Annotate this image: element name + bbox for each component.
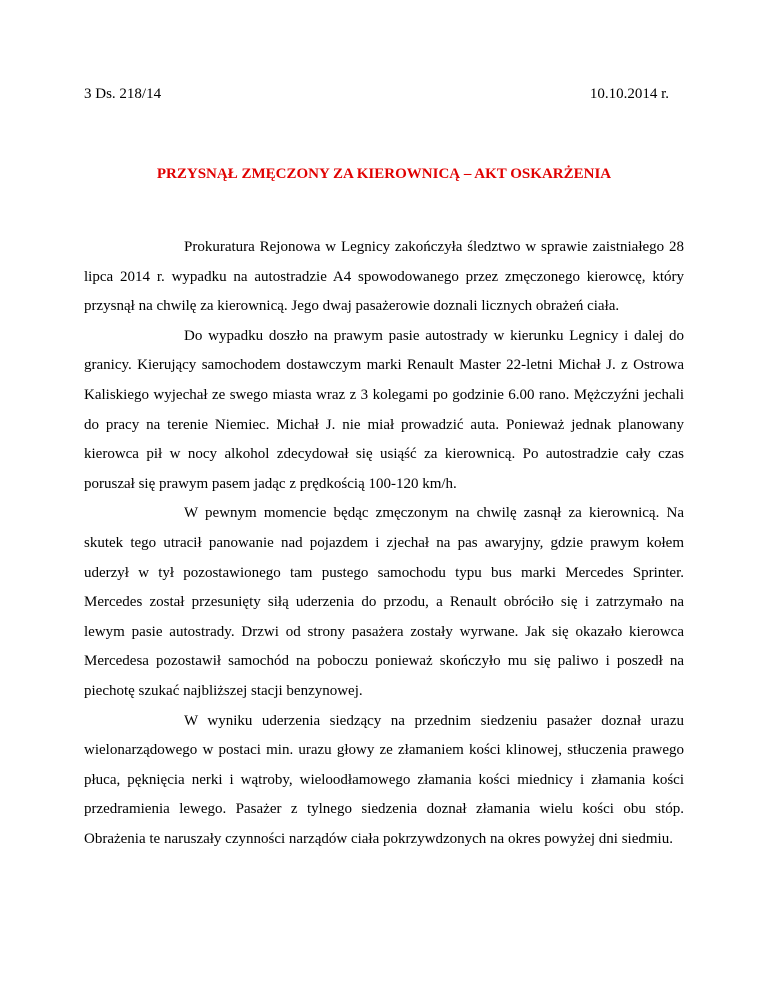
case-number: 3 Ds. 218/14 — [84, 86, 162, 102]
paragraph-3: W pewnym momencie będąc zmęczonym na chwilę zasnął za kierownicą. Na skutek tego utracił panowanie nad pojazdem i zjechał na pas awaryjny, gdzie prawym kołem uderzył w tył pozostawionego tam pustego samochodu typu bus marki Mercedes Sprinter. Mercedes został przesunięty siłą uderzenia do przodu, a Renault obróciło się i zatrzymało na lewym pasie autostrady. Drzwi od strony pasażera zostały wyrwane. Jak się okazało kierowca Mercedesa pozostawił samochód na poboczu ponieważ skończyło mu się paliwo i poszedł na piechotę szukać najbliższej stacji benzynowej. — [84, 505, 684, 699]
paragraph-4: W wyniku uderzenia siedzący na przednim siedzeniu pasażer doznał urazu wielonarządowego w postaci min. urazu głowy ze złamaniem kości klinowej, stłuczenia prawego płuca, pęknięcia nerki i wątroby, wieloodłamowego złamania kości miednicy i złamania kości przedramienia lewego. Pasażer z tylnego siedzenia doznał złamania wielu kości obu stóp. Obrażenia te naruszały czynności narządów ciała pokrzywdzonych na okres powyżej dni siedmiu. — [84, 712, 684, 847]
paragraph-1: Prokuratura Rejonowa w Legnicy zakończyła śledztwo w sprawie zaistniałego 28 lipca 2014 r. wypadku na autostradzie A4 spowodowanego przez zmęczonego kierowcę, który przysnął na chwilę za kierownicą. Jego dwaj pasażerowie doznali licznych obrażeń ciała. — [84, 239, 684, 315]
document-date: 10.10.2014 r. — [589, 86, 669, 102]
document-body — [84, 233, 684, 854]
document-title: PRZYSNĄŁ ZMĘCZONY ZA KIEROWNICĄ – AKT OSKARŻENIA — [156, 166, 612, 182]
paragraph-2: Do wypadku doszło na prawym pasie autostrady w kierunku Legnicy i dalej do granicy. Kierujący samochodem dostawczym marki Renault Master 22-letni Michał J. z Ostrowa Kaliskiego wyjechał ze swego miasta wraz z 3 kolegami po godzinie 6.00 rano. Mężczyźni jechali do pracy na terenie Niemiec. Michał J. nie miał prowadzić auta. Ponieważ jednak planowany kierowca pił w nocy alkohol zdecydował się usiąść za kierownicą. Po autostradzie cały czas poruszał się prawym pasem jadąc z prędkością 100-120 km/h. — [84, 327, 684, 492]
